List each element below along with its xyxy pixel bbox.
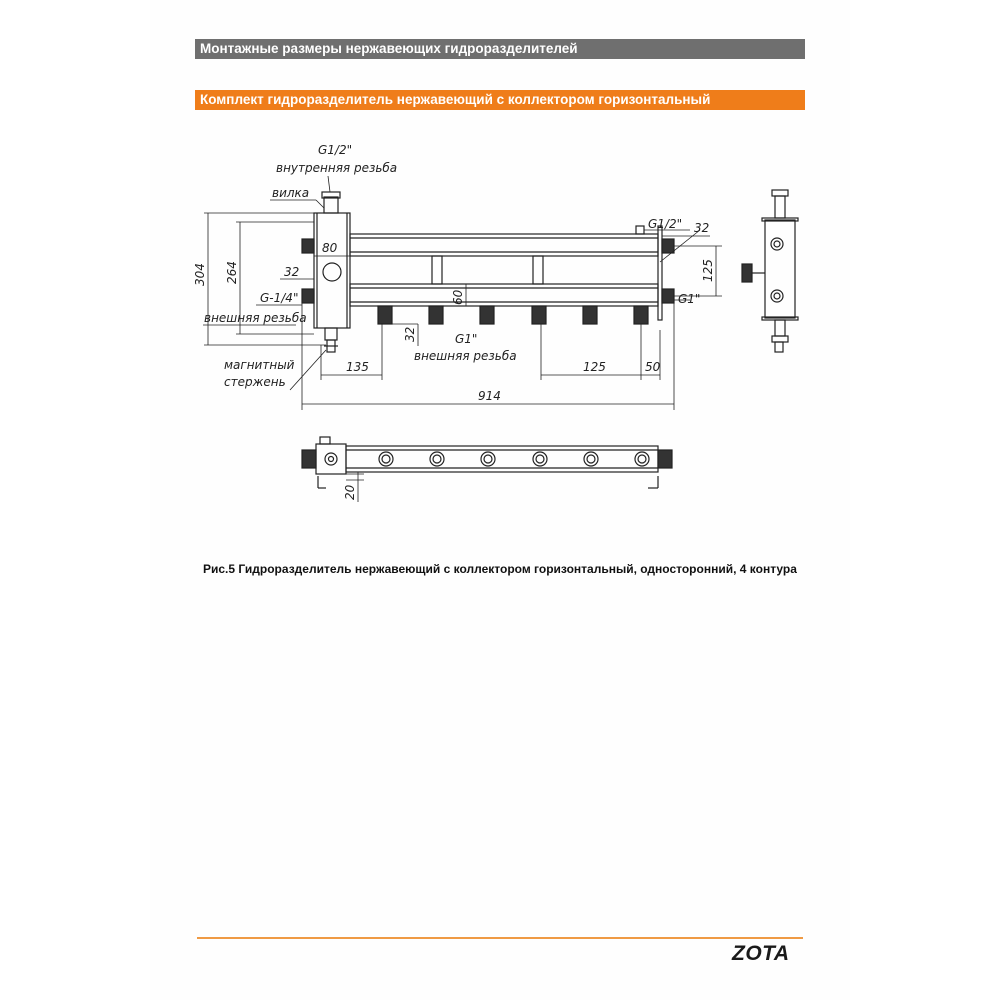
dim-right-125: 125 xyxy=(701,259,715,282)
zota-logo: ZOTA xyxy=(732,942,790,965)
label-right-top-port: G1/2" xyxy=(648,217,683,231)
dim-end-offset: 50 xyxy=(645,360,661,374)
side-view xyxy=(742,190,798,352)
dim-first-offset: 135 xyxy=(346,360,369,374)
dim-left-32: 32 xyxy=(284,265,300,279)
label-bottom-port-note: внешняя резьба xyxy=(414,349,517,363)
dim-height-304: 304 xyxy=(193,263,207,286)
collector-pipe-bottom xyxy=(350,284,658,306)
dim-right-32: 32 xyxy=(694,221,710,235)
label-bottom-port: G1" xyxy=(455,332,478,346)
separator-block xyxy=(314,213,350,328)
figure-caption: Рис.5 Гидроразделитель нержавеющий с коллектором горизонтальный, односторонний, 4 контура xyxy=(203,562,797,576)
dim-pipe-spacing-60: 60 xyxy=(451,289,465,305)
footer-divider xyxy=(197,937,803,939)
top-view-separator xyxy=(316,444,346,474)
label-left-port-note: внешняя резьба xyxy=(204,311,307,325)
label-fork: вилка xyxy=(272,186,310,200)
label-magnet-2: стержень xyxy=(224,375,286,389)
dim-pitch: 125 xyxy=(583,360,606,374)
label-top-port: G1/2" xyxy=(318,143,353,157)
front-view xyxy=(302,192,674,352)
label-left-port: G-1/4" xyxy=(260,291,299,305)
dim-width-80: 80 xyxy=(322,241,338,255)
collector-pipe-top xyxy=(350,234,658,256)
dim-depth-20: 20 xyxy=(343,484,357,500)
section-title-bar: Монтажные размеры нержавеющих гидроразделителей xyxy=(195,39,805,59)
separator-gauge-circle xyxy=(323,263,341,281)
label-magnet-1: магнитный xyxy=(224,358,295,372)
label-top-port-note: внутренняя резьба xyxy=(276,161,398,175)
dim-total-length: 914 xyxy=(478,389,501,403)
dim-bottom-32: 32 xyxy=(403,326,417,342)
dim-height-264: 264 xyxy=(225,261,239,284)
label-right-bottom-port: G1" xyxy=(678,292,701,306)
product-title-bar: Комплект гидроразделитель нержавеющий с коллектором горизонтальный xyxy=(195,90,805,110)
